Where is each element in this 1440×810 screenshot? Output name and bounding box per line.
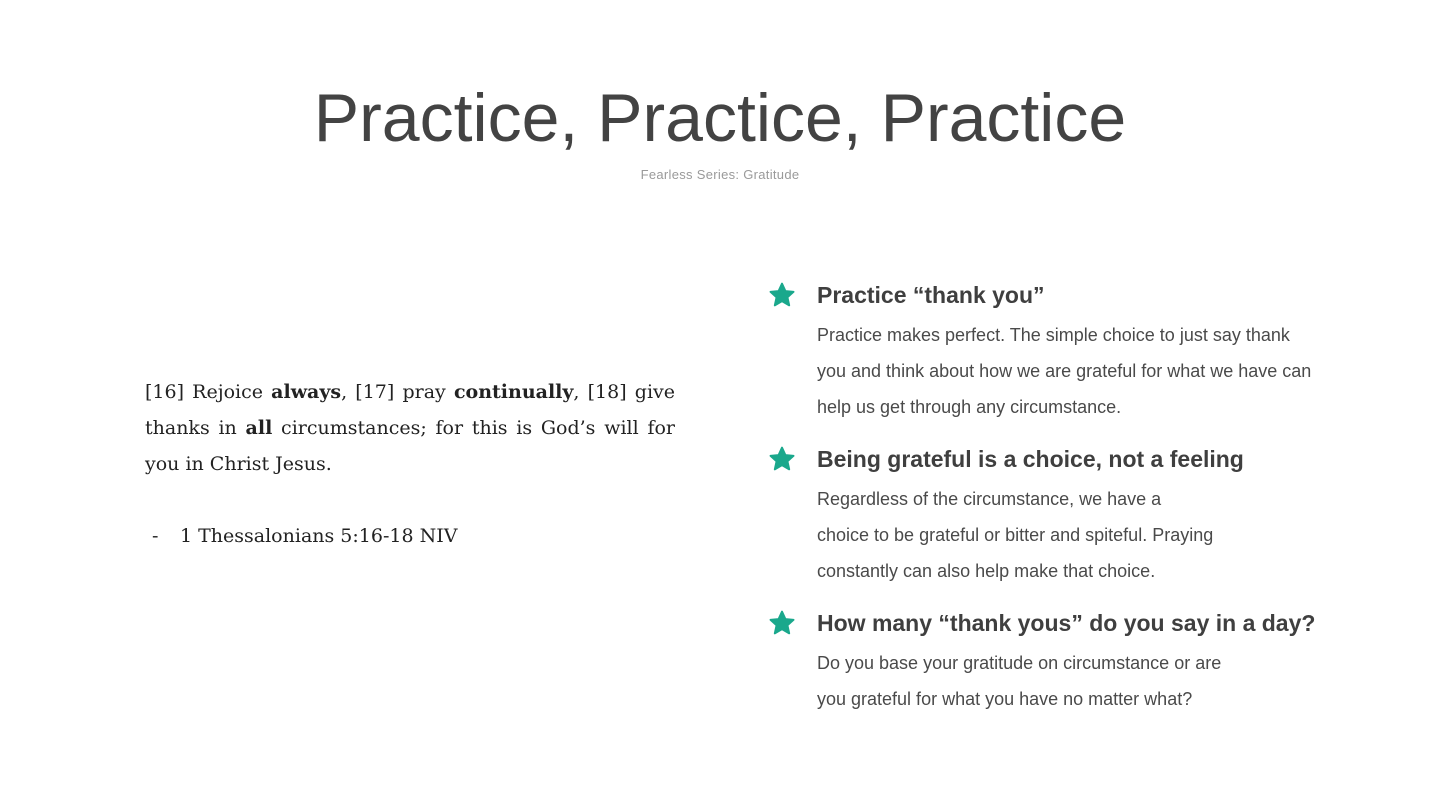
scripture-quote: [145, 374, 675, 482]
point-body: Do you base your gratitude on circumstance or are you grateful for what you have no matter what?: [817, 653, 1222, 709]
verse-emphasis-continually: continually: [453, 381, 574, 403]
point-heading: Practice “thank you”: [817, 282, 1045, 308]
point-body: Practice makes perfect. The simple choice to just say thank you and think about how we are grateful for what we have can help us get through any circumstance.: [817, 325, 1312, 417]
verse-emphasis-all: all: [245, 417, 273, 439]
star-icon: [768, 281, 796, 309]
verse-emphasis-always: always: [271, 381, 342, 403]
point-heading: How many “thank yous” do you say in a day?: [817, 610, 1316, 636]
verse-text: , [17] pray: [341, 381, 454, 403]
verse-text: circumstances; for this is God’s will for you in Christ Jesus.: [145, 417, 676, 475]
slide-title: Practice, Practice, Practice: [313, 80, 1127, 156]
point-body: Regardless of the circumstance, we have a choice to be grateful or bitter and spiteful. Praying constantly can also help make that choice.: [817, 489, 1214, 581]
verse-text: [16] Rejoice: [145, 381, 272, 403]
scripture-reference: [152, 520, 457, 552]
star-icon: [768, 609, 796, 637]
slide-subtitle: Fearless Series: Gratitude: [640, 167, 800, 182]
star-icon: [768, 445, 796, 473]
point-heading: Being grateful is a choice, not a feeling: [817, 446, 1244, 472]
reference-text: 1 Thessalonians 5:16-18 NIV: [180, 525, 458, 547]
reference-dash: -: [152, 525, 159, 547]
verse-text: , [18] give thanks in: [145, 381, 676, 439]
